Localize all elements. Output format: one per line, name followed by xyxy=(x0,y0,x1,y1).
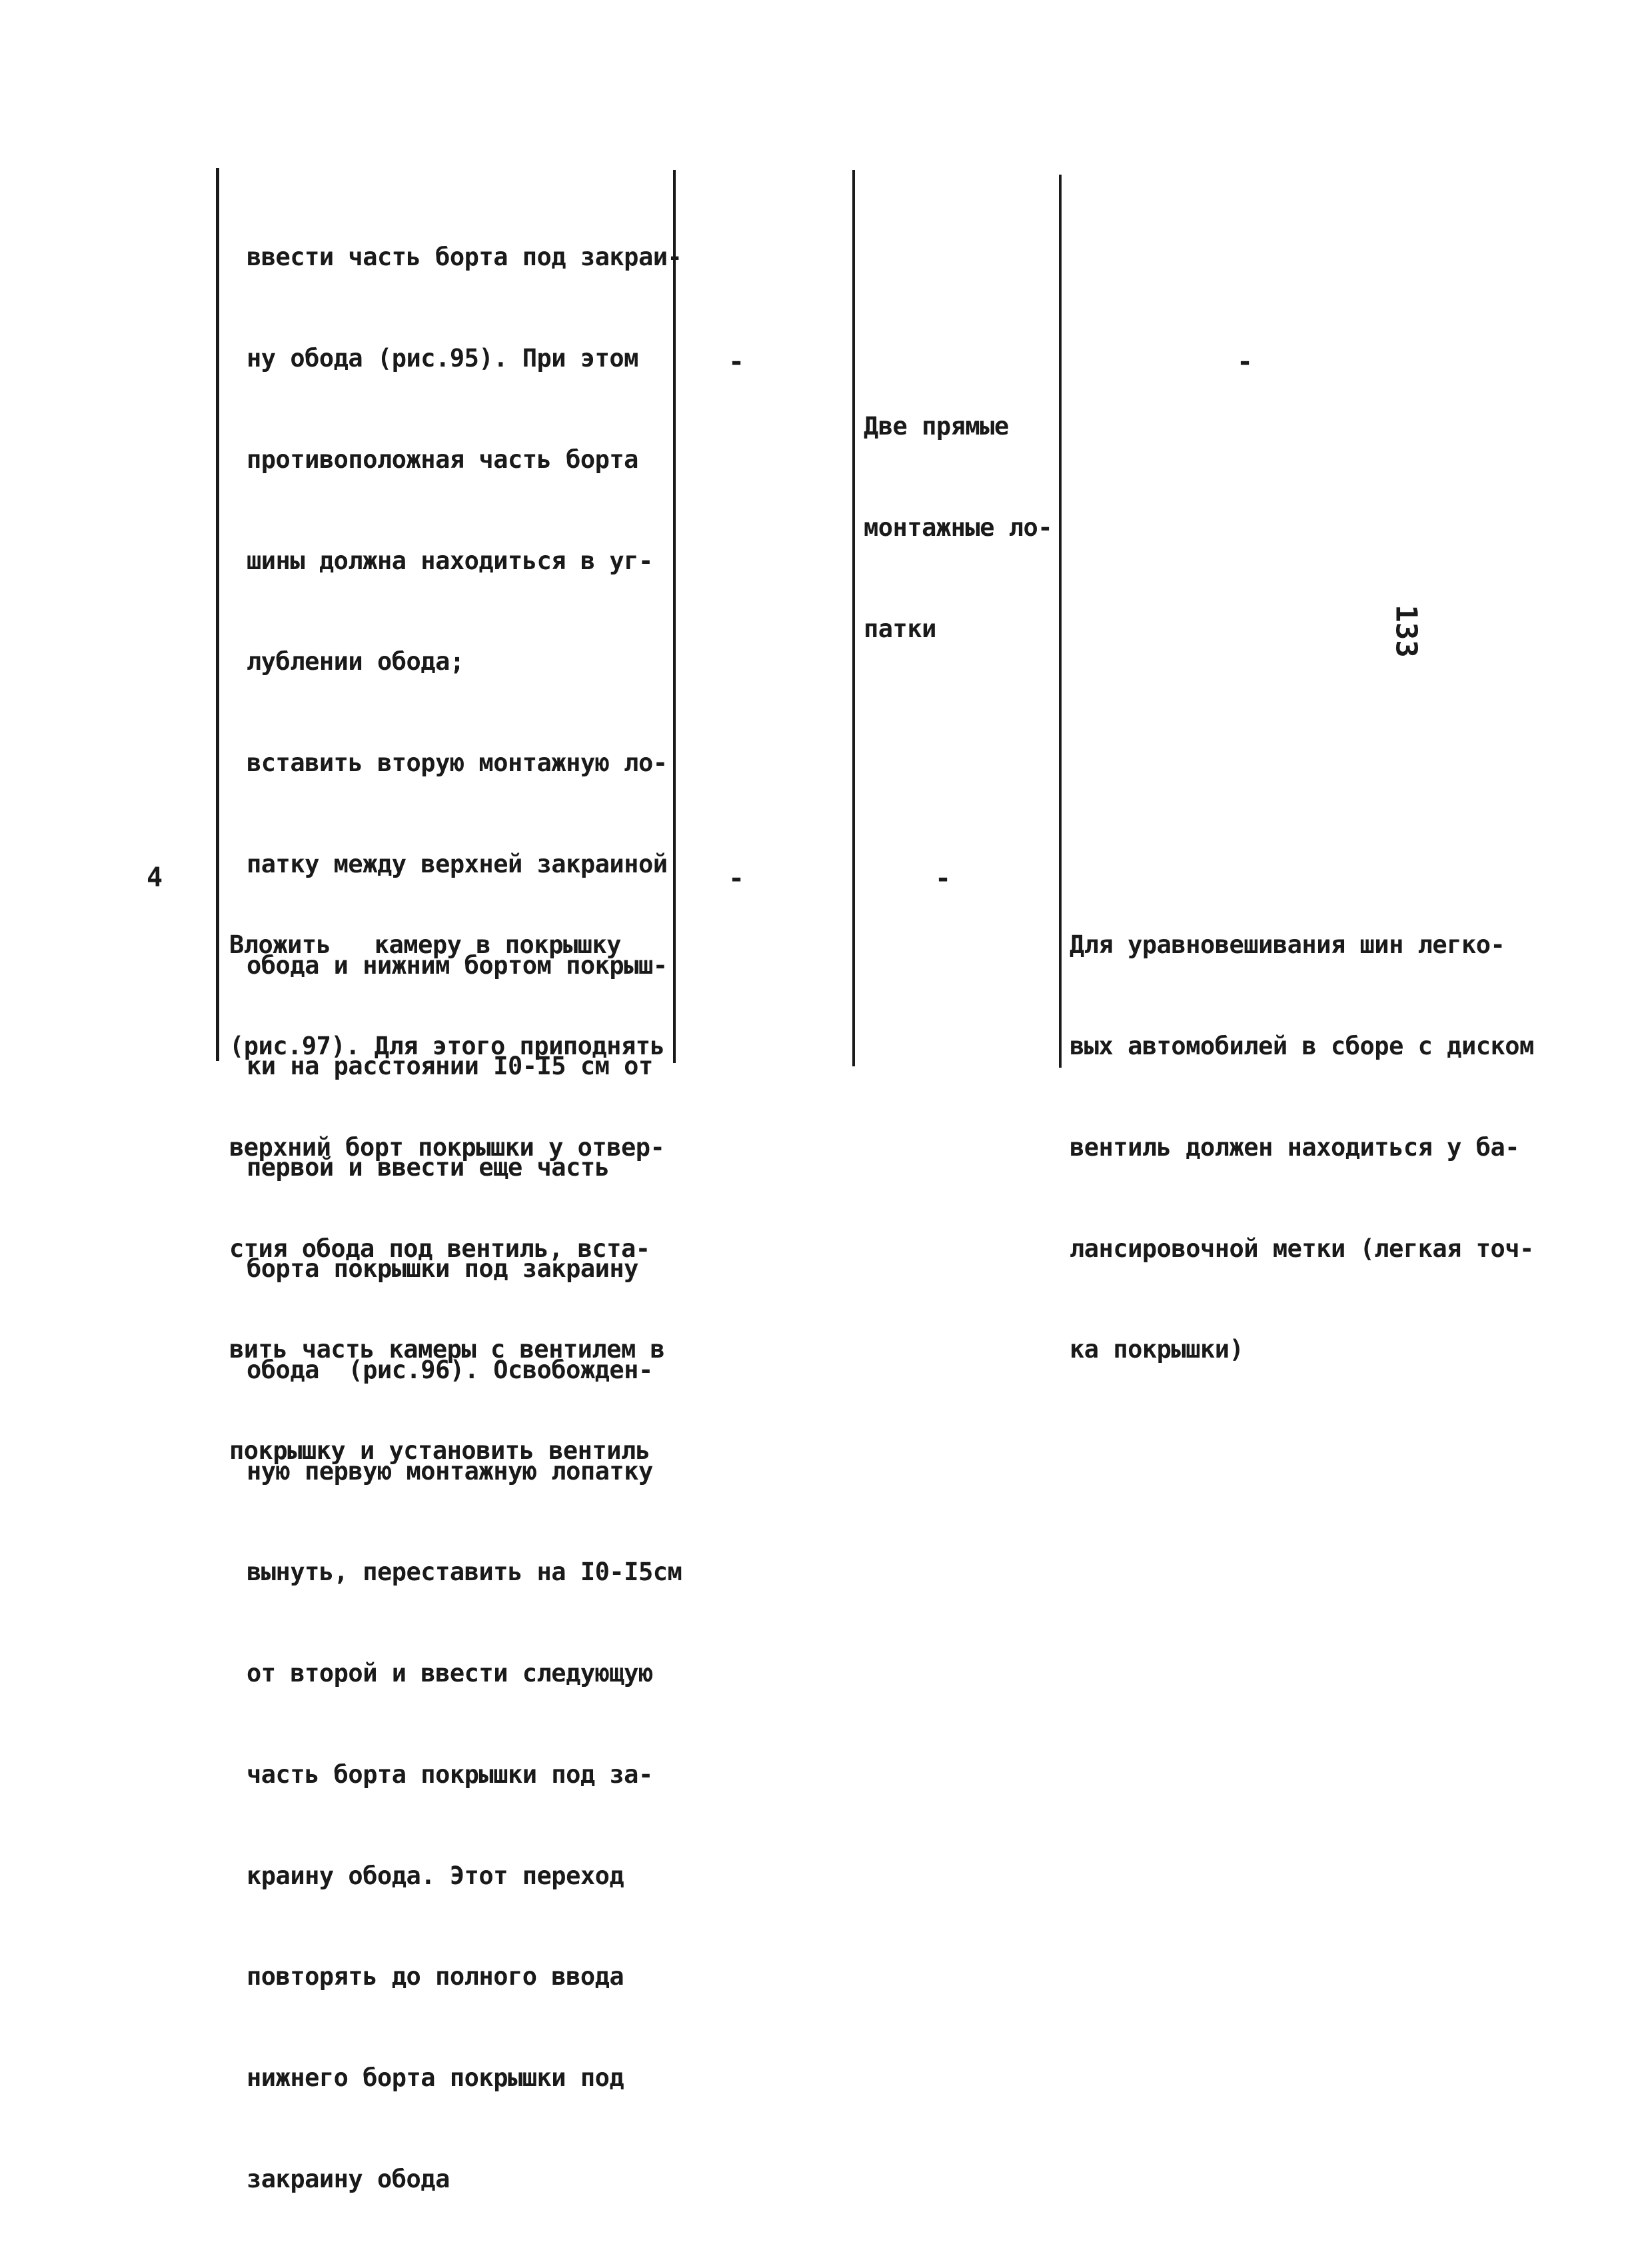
operation-line: ну обода (рис.95). При этом xyxy=(247,343,638,373)
operation-line: повторять до полного ввода xyxy=(247,1962,624,1991)
operation-line: краину обода. Этот переход xyxy=(247,1861,624,1890)
operation-line: закраину обода xyxy=(247,2165,450,2194)
col2-dash-row4: - xyxy=(728,863,745,894)
notes-line: лансировочной метки (легкая точ- xyxy=(1070,1234,1534,1263)
notes-dash-continued: - xyxy=(1237,347,1253,377)
page-number: 133 xyxy=(1389,604,1423,658)
operation-line: шины должна находиться в уг- xyxy=(247,546,653,575)
operation-line: стия обода под вентиль, вста- xyxy=(229,1234,650,1263)
operation-line: нижнего борта покрышки под xyxy=(247,2063,624,2093)
col2-dash-continued: - xyxy=(728,347,745,377)
operation-line: вставить вторую монтажную ло- xyxy=(247,748,668,778)
operation-line: вить часть камеры с вентилем в xyxy=(229,1335,665,1364)
table-left-border xyxy=(216,168,219,1061)
operation-text-row4 xyxy=(229,861,664,1536)
notes-line: Для уравновешивания шин легко- xyxy=(1070,930,1505,960)
operation-line: борта покрышки под закраину xyxy=(247,1254,638,1283)
operation-line: от второй и ввести следующую xyxy=(247,1659,653,1688)
tools-text-continued xyxy=(864,343,1052,714)
tools-dash-row4: - xyxy=(935,863,952,894)
operation-line: первой и ввести еще часть xyxy=(247,1153,610,1182)
row-number: 4 xyxy=(147,862,163,893)
operation-line: Вложить камеру в покрышку xyxy=(229,930,621,960)
operation-line: лублении обода; xyxy=(247,647,464,676)
operation-line: верхний борт покрышки у отвер- xyxy=(229,1132,665,1162)
operation-line: покрышку и установить вентиль xyxy=(229,1436,650,1466)
operation-line: ную первую монтажную лопатку xyxy=(247,1456,653,1486)
notes-line: вых автомобилей в сборе с диском xyxy=(1070,1031,1534,1060)
operation-line: патку между верхней закраиной xyxy=(247,849,668,878)
operation-line: противоположная часть борта xyxy=(247,445,638,474)
notes-line: вентиль должен находиться у ба- xyxy=(1070,1132,1520,1162)
operation-line: обода и нижним бортом покрыш- xyxy=(247,950,668,980)
operation-line: обода (рис.96). Освобожден- xyxy=(247,1355,653,1384)
tools-line: монтажные ло- xyxy=(864,513,1053,542)
tools-line: патки xyxy=(864,614,936,643)
column-divider-2 xyxy=(852,170,855,1066)
notes-text-row4 xyxy=(1070,861,1534,1434)
column-divider-3 xyxy=(1059,175,1062,1068)
operation-line: часть борта покрышки под за- xyxy=(247,1759,653,1789)
operation-line: ки на расстоянии I0-I5 см от xyxy=(247,1052,653,1081)
operation-line: вынуть, переставить на I0-I5см xyxy=(247,1558,682,1587)
tools-line: Две прямые xyxy=(864,412,1009,441)
notes-line: ка покрышки) xyxy=(1070,1335,1244,1364)
operation-line: (рис.97). Для этого приподнять xyxy=(229,1031,665,1060)
operation-line: ввести часть борта под закраи- xyxy=(247,243,682,272)
